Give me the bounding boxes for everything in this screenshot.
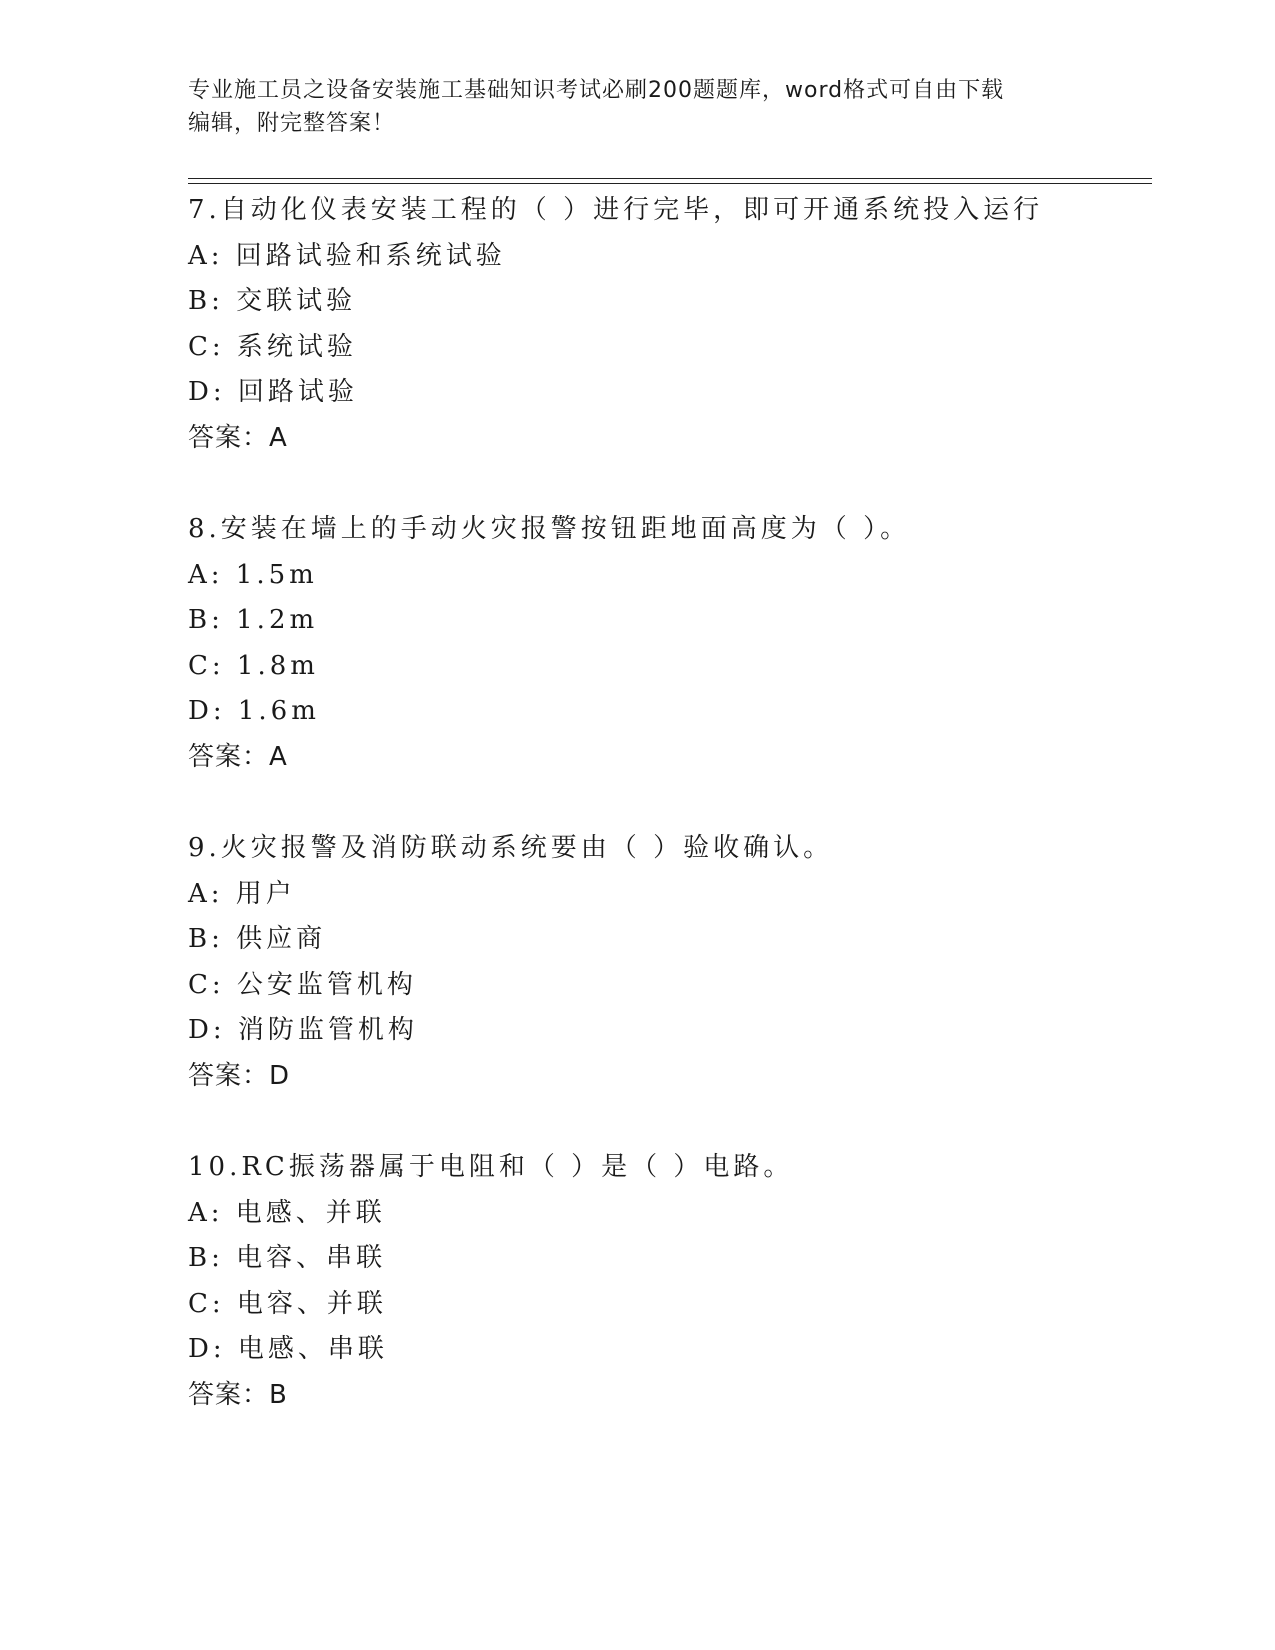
question-10 — [188, 1145, 1188, 1418]
option-a: A: 1.5m — [188, 559, 318, 590]
option-c: C: 系统试验 — [188, 331, 357, 362]
answer: 答案：A — [188, 741, 288, 772]
option-b: B: 交联试验 — [188, 286, 357, 316]
header-line-1: 专业施工员之设备安装施工基础知识考试必刷200题题库，word格式可自由下载 — [188, 78, 1005, 103]
header-divider-top — [188, 178, 1152, 179]
answer: 答案：A — [188, 422, 288, 453]
question-8 — [188, 507, 1188, 780]
answer: 答案：D — [188, 1060, 291, 1091]
option-a: A: 用户 — [188, 878, 296, 909]
option-d: D: 回路试验 — [188, 377, 358, 407]
question-title: 9.火灾报警及消防联动系统要由（ ）验收确认。 — [188, 833, 834, 863]
option-d: D: 电感、串联 — [188, 1334, 388, 1364]
option-d: D: 消防监管机构 — [188, 1015, 418, 1045]
question-title: 8.安装在墙上的手动火灾报警按钮距地面高度为（ ）。 — [188, 514, 911, 544]
option-c: C: 公安监管机构 — [188, 969, 417, 1000]
option-c: C: 电容、并联 — [188, 1288, 387, 1319]
answer: 答案：B — [188, 1379, 288, 1410]
question-7 — [188, 188, 1188, 461]
header-line-2: 编辑，附完整答案！ — [188, 111, 396, 136]
option-d: D: 1.6m — [188, 696, 320, 726]
header-divider-bottom — [188, 183, 1152, 184]
option-c: C: 1.8m — [188, 650, 319, 681]
option-b: B: 电容、串联 — [188, 1243, 387, 1273]
option-a: A: 回路试验和系统试验 — [188, 240, 506, 271]
option-a: A: 电感、并联 — [188, 1197, 386, 1228]
question-title: 7.自动化仪表安装工程的（ ）进行完毕，即可开通系统投入运行 — [188, 195, 1044, 225]
option-b: B: 1.2m — [188, 605, 319, 635]
option-b: B: 供应商 — [188, 924, 327, 954]
document-header — [188, 74, 1088, 140]
question-title: 10.RC振荡器属于电阻和（ ）是（ ）电路。 — [188, 1152, 794, 1182]
question-9 — [188, 826, 1188, 1099]
